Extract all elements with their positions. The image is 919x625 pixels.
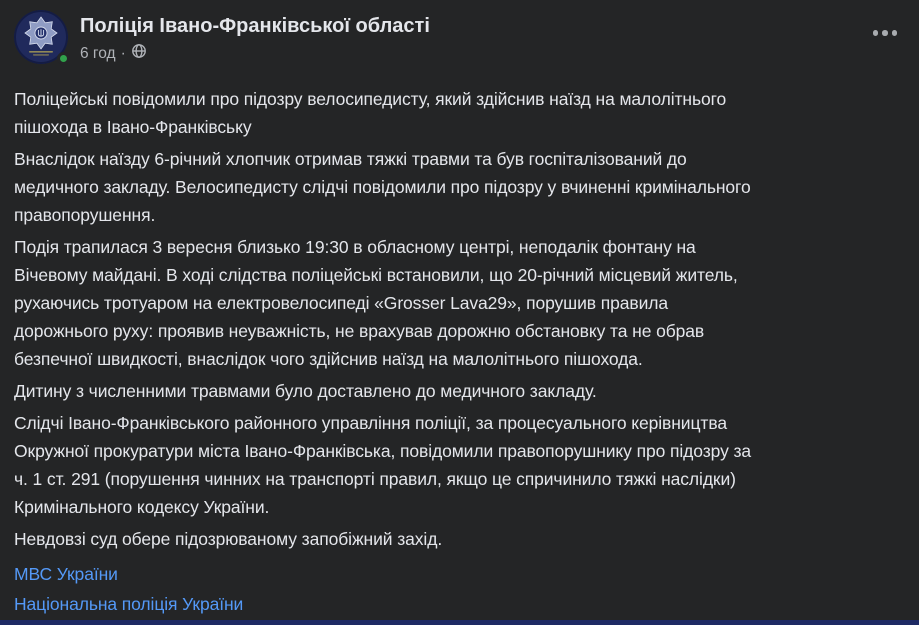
post-paragraph: Подія трапилася 3 вересня близько 19:30 в обласному центрі, неподалік фонтану на Вічевому майдані. В ході слідства поліцейські встановили, що 20-річний місцевий житель, рухаючись тротуаром на електровелосипеді «Grosser Lava29», порушив правила дорожнього руху: проявив неуважність, не врахував дорожню обстановку та не обрав безпечної швидкості, внаслідок чого здійснив наїзд на малолітнього пішохода. <box>14 237 738 369</box>
post-paragraph: Невдовзі суд обере підозрюваному запобіжний захід. <box>14 529 443 549</box>
timestamp-link[interactable]: 6 год <box>80 44 116 62</box>
post-paragraph: Поліцейські повідомили про підозру велосипедисту, який здійснив наїзд на малолітнього пішохода в Івано-Франківську <box>14 89 727 137</box>
post-paragraph: Слідчі Івано-Франківського районного управління поліції, за процесуального керівництва Окружної прокуратури міста Івано-Франківська, повідомили правопорушнику про підозру за ч. 1 ст. 291 (порушення чинних на транспорті правил, якщо це спричинило тяжкі наслідки) Кримінального кодексу України. <box>14 413 752 517</box>
avatar[interactable] <box>14 10 68 64</box>
bottom-accent-bar <box>0 620 919 625</box>
more-options-icon <box>873 30 879 36</box>
more-options-button[interactable] <box>867 24 904 42</box>
post-paragraph: Дитину з численними травмами було доставлено до медичного закладу. <box>14 381 597 401</box>
post-header <box>14 0 905 65</box>
page-mention-link[interactable]: Національна поліція України <box>14 594 244 614</box>
page-name-link[interactable]: Поліція Івано-Франківської області <box>80 15 430 37</box>
online-status-dot <box>57 52 70 65</box>
post-text <box>14 85 905 553</box>
post-paragraph: Внаслідок наїзду 6-річний хлопчик отримав тяжкі травми та був госпіталізований до медичного закладу. Велосипедисту слідчі повідомили про підозру у вчиненні кримінального правопорушення. <box>14 149 751 225</box>
post-meta <box>80 42 430 65</box>
header-text <box>80 10 430 65</box>
meta-separator: · <box>120 44 126 62</box>
page-mention-link[interactable]: МВС України <box>14 564 118 584</box>
globe-icon <box>131 43 147 65</box>
post-links <box>14 559 905 619</box>
